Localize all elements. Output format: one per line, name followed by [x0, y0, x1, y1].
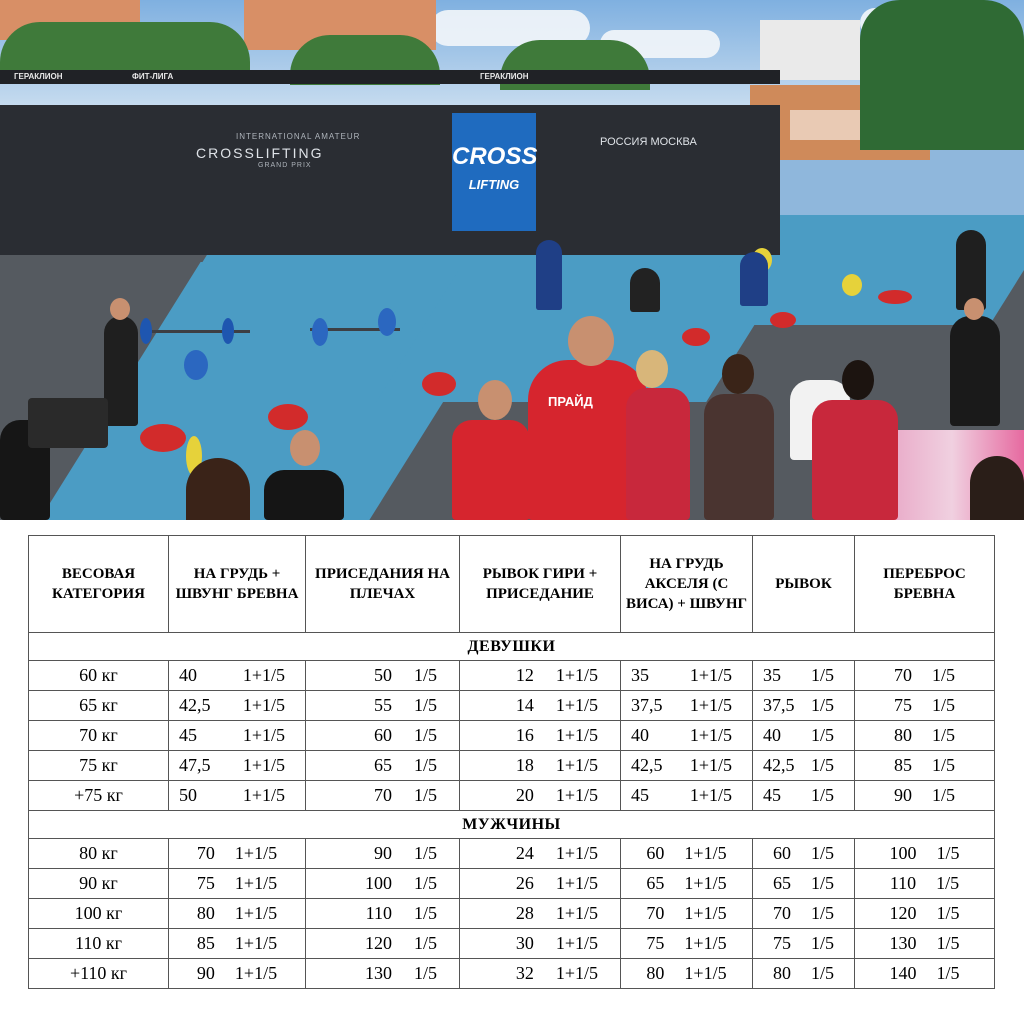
- column-header: НА ГРУДЬ АКСЕЛЯ (С ВИСА) + ШВУНГ: [621, 536, 753, 633]
- standard-cell: [753, 839, 855, 869]
- standard-cell: [460, 839, 621, 869]
- standard-cell: [855, 661, 995, 691]
- standards-table-wrapper: [28, 535, 994, 989]
- weight-value: 55: [373, 695, 392, 715]
- standard-cell: [621, 691, 753, 721]
- reps-value: 1+1/5: [684, 963, 727, 983]
- reps-value: 1/5: [413, 873, 437, 893]
- weight-value: 80: [196, 903, 215, 923]
- weight-value: 80: [646, 963, 665, 983]
- weight-value: 45: [631, 785, 649, 805]
- reps-value: 1/5: [413, 755, 437, 775]
- table-row: [29, 959, 995, 989]
- reps-value: 1/5: [810, 843, 834, 863]
- weight-value: 75: [772, 933, 791, 953]
- weight-value: 70: [196, 843, 215, 863]
- weight-value: 26: [515, 873, 534, 893]
- head: [636, 350, 668, 388]
- weight-value: 42,5: [631, 755, 663, 775]
- weight-value: 130: [364, 963, 392, 983]
- video-camera: [28, 398, 108, 448]
- weight-value: 90: [893, 785, 912, 805]
- standard-cell: [621, 959, 753, 989]
- spectator: [452, 420, 530, 520]
- standard-cell: [621, 781, 753, 811]
- standard-cell: [753, 691, 855, 721]
- standard-cell: [460, 721, 621, 751]
- spectator: [812, 400, 898, 520]
- weight-value: 40: [179, 665, 197, 685]
- plate: [682, 328, 710, 346]
- weight-value: 85: [196, 933, 215, 953]
- weight-value: 40: [763, 725, 781, 745]
- spectator: [186, 458, 250, 520]
- weight-value: 100: [889, 843, 917, 863]
- weight-category: 90 кг: [29, 869, 169, 899]
- weight-category: +75 кг: [29, 781, 169, 811]
- weight-value: 80: [772, 963, 791, 983]
- reps-value: 1/5: [810, 963, 834, 983]
- weight-value: 75: [196, 873, 215, 893]
- plate: [184, 350, 208, 380]
- table-row: [29, 869, 995, 899]
- head: [568, 316, 614, 366]
- table-row: [29, 751, 995, 781]
- athlete: [950, 316, 1000, 426]
- standard-cell: [855, 899, 995, 929]
- banner-title: CROSSLIFTING: [196, 145, 324, 161]
- weight-value: 47,5: [179, 755, 211, 775]
- weight-value: 120: [364, 933, 392, 953]
- reps-value: 1+1/5: [684, 903, 727, 923]
- standard-cell: [169, 839, 306, 869]
- spectator: [704, 394, 774, 520]
- reps-value: 1+1/5: [234, 873, 278, 893]
- reps-value: 1/5: [810, 933, 834, 953]
- weight-value: 60: [772, 843, 791, 863]
- weight-value: 45: [179, 725, 197, 745]
- shirt-logo-text: ПРАЙД: [548, 394, 593, 409]
- standard-cell: [169, 661, 306, 691]
- column-header: НА ГРУДЬ + ШВУНГ БРЕВНА: [169, 536, 306, 633]
- standard-cell: [306, 721, 460, 751]
- column-header: РЫВОК: [753, 536, 855, 633]
- reps-value: 1/5: [936, 963, 960, 983]
- reps-value: 1/5: [931, 665, 955, 685]
- standard-cell: [855, 751, 995, 781]
- standard-cell: [169, 751, 306, 781]
- reps-value: 1/5: [936, 933, 960, 953]
- spectator: [626, 388, 690, 520]
- standard-cell: [306, 959, 460, 989]
- standard-cell: [460, 781, 621, 811]
- standard-cell: [169, 929, 306, 959]
- reps-value: 1+1/5: [689, 785, 732, 805]
- standard-cell: [460, 959, 621, 989]
- standard-cell: [169, 781, 306, 811]
- weight-value: 12: [515, 665, 534, 685]
- table-row: [29, 661, 995, 691]
- reps-value: 1+1/5: [555, 963, 598, 983]
- reps-value: 1+1/5: [242, 665, 285, 685]
- reps-value: 1+1/5: [242, 695, 285, 715]
- standard-cell: [753, 899, 855, 929]
- weight-category: +110 кг: [29, 959, 169, 989]
- standard-cell: [753, 721, 855, 751]
- reps-value: 1+1/5: [555, 903, 598, 923]
- head: [842, 360, 874, 400]
- standard-cell: [460, 899, 621, 929]
- plate: [140, 318, 152, 344]
- reps-value: 1+1/5: [234, 843, 278, 863]
- standard-cell: [855, 959, 995, 989]
- standard-cell: [460, 929, 621, 959]
- head: [290, 430, 320, 466]
- head: [110, 298, 130, 320]
- weight-value: 90: [196, 963, 215, 983]
- standards-table: [28, 535, 995, 989]
- weight-category: 60 кг: [29, 661, 169, 691]
- plate: [312, 318, 328, 346]
- reps-value: 1+1/5: [689, 725, 732, 745]
- section-title: МУЖЧИНЫ: [29, 811, 995, 839]
- trees: [860, 0, 1024, 150]
- column-header: РЫВОК ГИРИ + ПРИСЕДАНИЕ: [460, 536, 621, 633]
- reps-value: 1+1/5: [684, 933, 727, 953]
- banner-location: РОССИЯ МОСКВА: [600, 136, 697, 148]
- weight-category: 100 кг: [29, 899, 169, 929]
- truss-label: ФИТ-ЛИГА: [132, 72, 174, 81]
- weight-value: 28: [515, 903, 534, 923]
- weight-value: 75: [646, 933, 665, 953]
- weight-value: 37,5: [631, 695, 663, 715]
- standard-cell: [460, 751, 621, 781]
- reps-value: 1+1/5: [555, 843, 598, 863]
- standard-cell: [621, 839, 753, 869]
- table-body: [29, 633, 995, 989]
- weight-value: 110: [889, 873, 917, 893]
- reps-value: 1/5: [413, 785, 437, 805]
- standard-cell: [855, 691, 995, 721]
- section-row: [29, 633, 995, 661]
- reps-value: 1/5: [810, 725, 834, 745]
- weight-value: 140: [889, 963, 917, 983]
- reps-value: 1/5: [810, 903, 834, 923]
- reps-value: 1/5: [936, 873, 960, 893]
- standard-cell: [306, 751, 460, 781]
- reps-value: 1+1/5: [555, 725, 598, 745]
- standard-cell: [169, 959, 306, 989]
- weight-value: 20: [515, 785, 534, 805]
- reps-value: 1/5: [810, 755, 834, 775]
- reps-value: 1+1/5: [555, 933, 598, 953]
- standard-cell: [169, 899, 306, 929]
- weight-value: 50: [373, 665, 392, 685]
- reps-value: 1+1/5: [555, 785, 598, 805]
- plate: [378, 308, 396, 336]
- reps-value: 1/5: [810, 695, 834, 715]
- header-row: [29, 536, 995, 633]
- weight-value: 30: [515, 933, 534, 953]
- reps-value: 1+1/5: [555, 665, 598, 685]
- reps-value: 1+1/5: [242, 725, 285, 745]
- section-row: [29, 811, 995, 839]
- weight-value: 90: [373, 843, 392, 863]
- standard-cell: [855, 929, 995, 959]
- athlete: [104, 316, 138, 426]
- table-row: [29, 781, 995, 811]
- reps-value: 1+1/5: [242, 785, 285, 805]
- standard-cell: [306, 691, 460, 721]
- plate: [842, 274, 862, 296]
- standard-cell: [753, 869, 855, 899]
- reps-value: 1+1/5: [234, 933, 278, 953]
- reps-value: 1+1/5: [689, 665, 732, 685]
- head: [478, 380, 512, 420]
- reps-value: 1/5: [413, 695, 437, 715]
- column-header: ПРИСЕДАНИЯ НА ПЛЕЧАХ: [306, 536, 460, 633]
- reps-value: 1+1/5: [684, 873, 727, 893]
- table-row: [29, 691, 995, 721]
- weight-value: 42,5: [763, 755, 795, 775]
- head: [964, 298, 984, 320]
- weight-category: 80 кг: [29, 839, 169, 869]
- weight-value: 70: [646, 903, 665, 923]
- standard-cell: [753, 781, 855, 811]
- standard-cell: [169, 721, 306, 751]
- standard-cell: [753, 661, 855, 691]
- standard-cell: [169, 869, 306, 899]
- reps-value: 1/5: [931, 695, 955, 715]
- weight-value: 24: [515, 843, 534, 863]
- athlete: [536, 240, 562, 310]
- weight-value: 65: [646, 873, 665, 893]
- reps-value: 1+1/5: [689, 695, 732, 715]
- section-title: ДЕВУШКИ: [29, 633, 995, 661]
- reps-value: 1/5: [931, 755, 955, 775]
- athlete: [740, 252, 768, 306]
- column-header: ВЕСОВАЯ КАТЕГОРИЯ: [29, 536, 169, 633]
- weight-value: 80: [893, 725, 912, 745]
- reps-value: 1/5: [810, 665, 834, 685]
- standard-cell: [460, 661, 621, 691]
- standard-cell: [855, 869, 995, 899]
- spectator: [970, 456, 1024, 520]
- reps-value: 1/5: [413, 963, 437, 983]
- banner-subtitle: INTERNATIONAL AMATEUR: [236, 132, 361, 141]
- brand-line-1: CROSS: [452, 143, 538, 170]
- truss-label: ГЕРАКЛИОН: [480, 72, 529, 81]
- weight-value: 70: [772, 903, 791, 923]
- banner-subtitle-2: GRAND PRIX: [258, 162, 312, 169]
- standard-cell: [306, 661, 460, 691]
- sandbag: [140, 424, 186, 452]
- standard-cell: [753, 751, 855, 781]
- standard-cell: [306, 929, 460, 959]
- weight-value: 32: [515, 963, 534, 983]
- reps-value: 1+1/5: [555, 695, 598, 715]
- table-row: [29, 929, 995, 959]
- weight-value: 130: [889, 933, 917, 953]
- standard-cell: [460, 691, 621, 721]
- plate: [878, 290, 912, 304]
- standard-cell: [621, 721, 753, 751]
- athlete: [630, 268, 660, 312]
- reps-value: 1+1/5: [234, 903, 278, 923]
- standard-cell: [169, 691, 306, 721]
- weight-value: 110: [365, 903, 392, 923]
- weight-value: 16: [515, 725, 534, 745]
- event-banner: [0, 105, 780, 255]
- table-row: [29, 721, 995, 751]
- reps-value: 1/5: [413, 933, 437, 953]
- weight-value: 60: [646, 843, 665, 863]
- reps-value: 1/5: [810, 873, 834, 893]
- standard-cell: [855, 839, 995, 869]
- sandbag: [422, 372, 456, 396]
- reps-value: 1+1/5: [555, 755, 598, 775]
- standard-cell: [306, 899, 460, 929]
- weight-value: 50: [179, 785, 197, 805]
- standard-cell: [621, 869, 753, 899]
- brand-logo: [452, 113, 536, 231]
- truss-label: ГЕРАКЛИОН: [14, 72, 63, 81]
- weight-value: 14: [515, 695, 534, 715]
- standard-cell: [753, 959, 855, 989]
- weight-category: 70 кг: [29, 721, 169, 751]
- reps-value: 1+1/5: [684, 843, 727, 863]
- weight-value: 65: [373, 755, 392, 775]
- weight-value: 35: [631, 665, 649, 685]
- table-row: [29, 899, 995, 929]
- plate: [222, 318, 234, 344]
- table-row: [29, 839, 995, 869]
- weight-value: 37,5: [763, 695, 795, 715]
- reps-value: 1+1/5: [242, 755, 285, 775]
- weight-value: 42,5: [179, 695, 211, 715]
- weight-value: 85: [893, 755, 912, 775]
- weight-value: 120: [889, 903, 917, 923]
- brand-line-2: LIFTING: [468, 177, 520, 192]
- weight-category: 110 кг: [29, 929, 169, 959]
- standard-cell: [855, 781, 995, 811]
- standard-cell: [855, 721, 995, 751]
- reps-value: 1+1/5: [234, 963, 278, 983]
- reps-value: 1/5: [936, 843, 960, 863]
- reps-value: 1/5: [413, 725, 437, 745]
- reps-value: 1/5: [936, 903, 960, 923]
- reps-value: 1/5: [413, 665, 437, 685]
- weight-value: 60: [373, 725, 392, 745]
- reps-value: 1+1/5: [689, 755, 732, 775]
- sandbag: [268, 404, 308, 430]
- standard-cell: [621, 661, 753, 691]
- weight-category: 65 кг: [29, 691, 169, 721]
- weight-value: 45: [763, 785, 781, 805]
- weight-value: 70: [373, 785, 392, 805]
- plate: [770, 312, 796, 328]
- reps-value: 1/5: [810, 785, 834, 805]
- weight-value: 100: [364, 873, 392, 893]
- head: [722, 354, 754, 394]
- column-header: ПЕРЕБРОС БРЕВНА: [855, 536, 995, 633]
- weight-value: 18: [515, 755, 534, 775]
- standard-cell: [460, 869, 621, 899]
- photographer: [264, 470, 344, 520]
- standard-cell: [621, 751, 753, 781]
- reps-value: 1/5: [931, 785, 955, 805]
- weight-category: 75 кг: [29, 751, 169, 781]
- standard-cell: [306, 839, 460, 869]
- standard-cell: [621, 929, 753, 959]
- weight-value: 70: [893, 665, 912, 685]
- reps-value: 1/5: [413, 843, 437, 863]
- standard-cell: [306, 781, 460, 811]
- weight-value: 35: [763, 665, 781, 685]
- weight-value: 40: [631, 725, 649, 745]
- standard-cell: [753, 929, 855, 959]
- reps-value: 1/5: [413, 903, 437, 923]
- standard-cell: [621, 899, 753, 929]
- reps-value: 1/5: [931, 725, 955, 745]
- reps-value: 1+1/5: [555, 873, 598, 893]
- standard-cell: [306, 869, 460, 899]
- weight-value: 75: [893, 695, 912, 715]
- truss: [0, 70, 780, 84]
- weight-value: 65: [772, 873, 791, 893]
